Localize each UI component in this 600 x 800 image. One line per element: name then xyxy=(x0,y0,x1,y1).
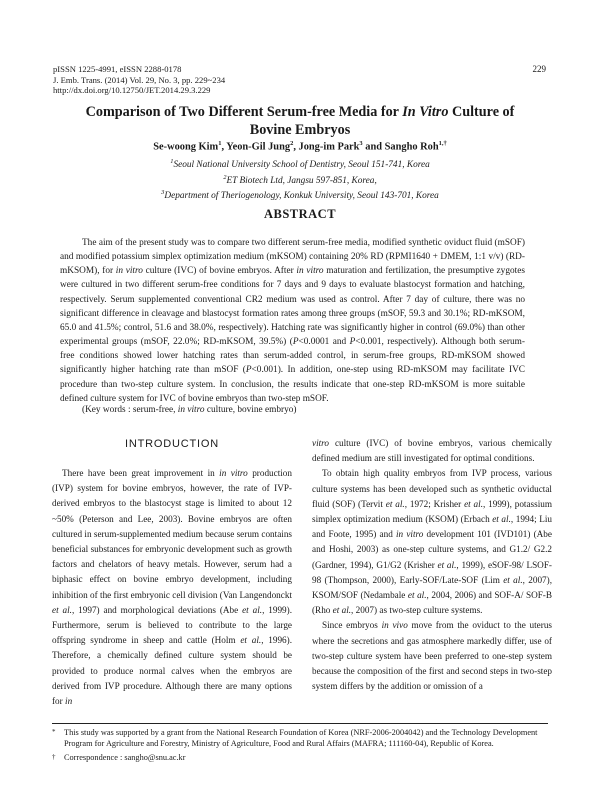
title-line-2: Bovine Embryos xyxy=(249,121,351,138)
text-run: , 1999), eSOF-98/ LSOF-98 (Thompson, 2000), Early-SOF/Late-SOF (Lim xyxy=(312,559,552,585)
italic-text: in xyxy=(65,696,73,707)
author-affil-mark: 3 xyxy=(359,140,363,147)
text-run: move from the oviduct to the uterus where the secretions and gas atmosphere markedly differ, use of two-step culture system have been preferred to one-step system because the composition of the first and second steps in two-step system differs by the addition or omission of a xyxy=(312,620,552,692)
affiliation-text: Department of Theriogenology, Konkuk University, Seoul 143-701, Korea xyxy=(164,191,439,202)
text-run: , 1972; Krisher xyxy=(404,498,465,509)
author-list xyxy=(60,140,540,152)
affiliation-mark: 3 xyxy=(161,189,165,197)
text-run: To obtain high quality embryos from IVP process, various culture systems has been developed such as synthetic oviductal fluid (SOF) (Tervit xyxy=(312,468,552,509)
affiliation xyxy=(60,187,540,203)
italic-text: et al. xyxy=(464,498,483,509)
italic-text: et al. xyxy=(437,559,457,570)
paragraph xyxy=(52,466,292,709)
title-part-2: Culture of xyxy=(448,104,515,120)
abstract-body xyxy=(60,236,525,406)
text-run: , 2007), KSOM/SOF (Nedambale xyxy=(312,574,553,601)
italic-text: et al. xyxy=(240,635,262,646)
text-run: Since embryos xyxy=(322,620,382,631)
italic-text: P xyxy=(292,337,299,348)
article-title xyxy=(60,104,540,139)
text-run: , 2007) as two-step culture systems. xyxy=(351,605,483,616)
journal-citation: J. Emb. Trans. (2014) Vol. 29, No. 3, pp. 229~234 xyxy=(53,74,226,85)
funding-text: This study was supported by a grant from the National Research Foundation of Korea (NRF-2006-2004042) and the Technology Development Program for Agriculture and Forestry, Ministry of Agriculture, Food and Rural Affairs (MAFRA; 111160-04), Republic of Korea. xyxy=(64,728,538,749)
introduction-heading: INTRODUCTION xyxy=(125,438,219,450)
text-run: , 1999), potassium simplex optimization medium (KSOM) (Erbach xyxy=(312,498,553,525)
affiliation-text: ET Biotech Ltd, Jangsu 597-851, Korea, xyxy=(226,175,377,186)
paragraph xyxy=(312,618,552,694)
right-column xyxy=(312,436,552,694)
correspondence-text: Correspondence : sangho@snu.ac.kr xyxy=(64,753,186,762)
footnote-mark: * xyxy=(52,728,56,736)
keywords-rest: culture, bovine embryo) xyxy=(204,405,297,415)
italic-text: in vitro xyxy=(296,266,324,277)
italic-text: in vitro xyxy=(395,529,424,540)
text-run: , 1999). Furthermore, serum is believed to contribute to the large offspring syndrome in sheep and cattle (Holm xyxy=(52,604,293,646)
author-affil-mark: 1 xyxy=(218,140,222,147)
title-italic: In Vitro xyxy=(402,104,449,120)
author-name: Yeon-Gil Jung xyxy=(226,141,291,153)
text-run: maturation and fertilization, the presumptive zygotes were cultured in two different serum-free conditions for 7 days and 9 days to evaluate blastocyst formation and hatching, respectively. Serum supplemented conventional CR2 medium was used as control. After 7 day of culture, there was no significant difference in cleavage and blastocyst formation rates among three groups (mSOF, 59.3 and 30.1%; RD-mKSOM, 65.0 and 41.5%; control, 51.6 and 38.0%, respectively). Hatching rate was significantly higher in control (69.0%) than other experimental groups (mSOF, 22.0%; RD-mKSOM, 39.5%) ( xyxy=(60,266,525,348)
affiliation-mark: 2 xyxy=(223,173,227,181)
affiliation-mark: 1 xyxy=(170,158,174,165)
affiliation xyxy=(60,172,540,188)
author-separator: , xyxy=(293,141,299,153)
italic-text: in vitro xyxy=(115,266,143,277)
text-run: , 1994; Liu and Foote, 1995) and xyxy=(312,514,553,540)
title-part-1: Comparison of Two Different Serum-free Media for xyxy=(85,104,403,120)
affiliation xyxy=(60,156,540,172)
italic-text: et al. xyxy=(385,498,405,509)
italic-text: et al. xyxy=(492,514,511,525)
doi-link[interactable]: http://dx.doi.org/10.12750/JET.2014.29.3.229 xyxy=(53,85,211,96)
footnote-mark: † xyxy=(52,753,56,761)
italic-text: vitro xyxy=(312,438,330,448)
author-affil-mark: 2 xyxy=(290,140,294,147)
keywords-italic: in vitro xyxy=(177,405,205,415)
italic-text: et al. xyxy=(503,574,523,585)
italic-text: in vivo xyxy=(381,620,408,631)
text-run: <0.001, respectively). Although both serum-free conditions showed lower hatching rates than serum-added control, in serum-free groups, RD-mKSOM showed significantly higher hatching rate than mSOF ( xyxy=(60,337,525,376)
funding-footnote xyxy=(52,727,548,750)
text-run: culture (IVC) of bovine embryos, various chemically defined medium are still investigated for optimal conditions. xyxy=(312,438,552,464)
keywords-label: (Key words : serum-free, xyxy=(82,405,178,415)
italic-text: et al. xyxy=(242,604,263,615)
text-run: , 1997) and morphological deviations (Abe xyxy=(71,604,243,615)
text-run: development 101 (IVD101) (Abe and Hoshi, 2003) as one-step culture systems, and G1.2/ G2.2 (Gardner, 1994), G1/G2 (Krisher xyxy=(312,529,552,570)
page-number: 229 xyxy=(532,64,546,74)
text-run: The aim of the present study was to compare two different serum-free media, modified synthetic oviduct fluid (mSOF) and modified potassium simplex optimization medium (mKSOM) containing 20% RD (RPMI1640 + DMEM, 1:1 v/v) (RD-mKSOM), for xyxy=(60,238,525,277)
italic-text: in vitro xyxy=(219,468,248,478)
text-run: culture (IVC) of bovine embryos. After xyxy=(142,266,297,277)
author-separator: and xyxy=(362,141,385,153)
issn-line: pISSN 1225-4991, eISSN 2288-0178 xyxy=(53,64,182,74)
text-run: <0.001). In addition, one-step using RD-mKSOM may facilitate IVC procedure than two-step culture system. In conclusion, the results indicate that one-step RD-mKSOM is more suitable defined culture system for IVC of bovine embryos than two-step mSOF. xyxy=(60,365,525,404)
affiliations xyxy=(60,156,540,203)
text-run: There have been great improvement in xyxy=(62,468,220,478)
correspondence-footnote xyxy=(52,752,548,763)
italic-text: et al. xyxy=(407,590,427,601)
author-affil-mark: 1,† xyxy=(438,140,447,147)
italic-text: et al. xyxy=(332,605,352,616)
italic-text: et al. xyxy=(52,604,72,615)
paragraph xyxy=(312,466,552,618)
text-run: , 2004, 2006) and SOF-A/ SOF-B (Rho xyxy=(312,590,552,616)
author-name: Sangho Roh xyxy=(384,141,439,153)
left-column xyxy=(52,466,292,709)
author-name: Jong-im Park xyxy=(298,141,360,153)
author-name: Se-woong Kim xyxy=(153,141,219,153)
footnote-divider xyxy=(52,723,548,724)
author-separator: , xyxy=(221,141,227,153)
keywords xyxy=(82,405,296,415)
italic-text: P xyxy=(349,337,356,348)
paragraph xyxy=(312,436,552,466)
journal-header xyxy=(53,64,225,96)
affiliation-text: Seoul National University School of Dentistry, Seoul 151-741, Korea xyxy=(173,160,430,171)
italic-text: P xyxy=(245,365,252,376)
text-run: , 1996). Therefore, a chemically defined culture system should be provided to produce normal calves when the embryos are derived from IVP procedure. Although there are many options for xyxy=(52,635,292,707)
abstract-heading: ABSTRACT xyxy=(263,207,337,221)
text-run: <0.0001 and xyxy=(298,337,350,348)
text-run: production (IVP) system for bovine embryos, however, the rate of IVP-derived embryos to the blastocyst stage is limited to about 12 ~50% (Peterson and Lee, 2003). Bovine embryos are often cultured in serum-supplemented medium because serum contains beneficial substances for embryonic development such as growth factors and chelators of heavy metals. However, serum had a biphasic effect on bovine embryo development, including inhibition of the first embryonic cell division (Van Langendonckt xyxy=(52,468,292,600)
